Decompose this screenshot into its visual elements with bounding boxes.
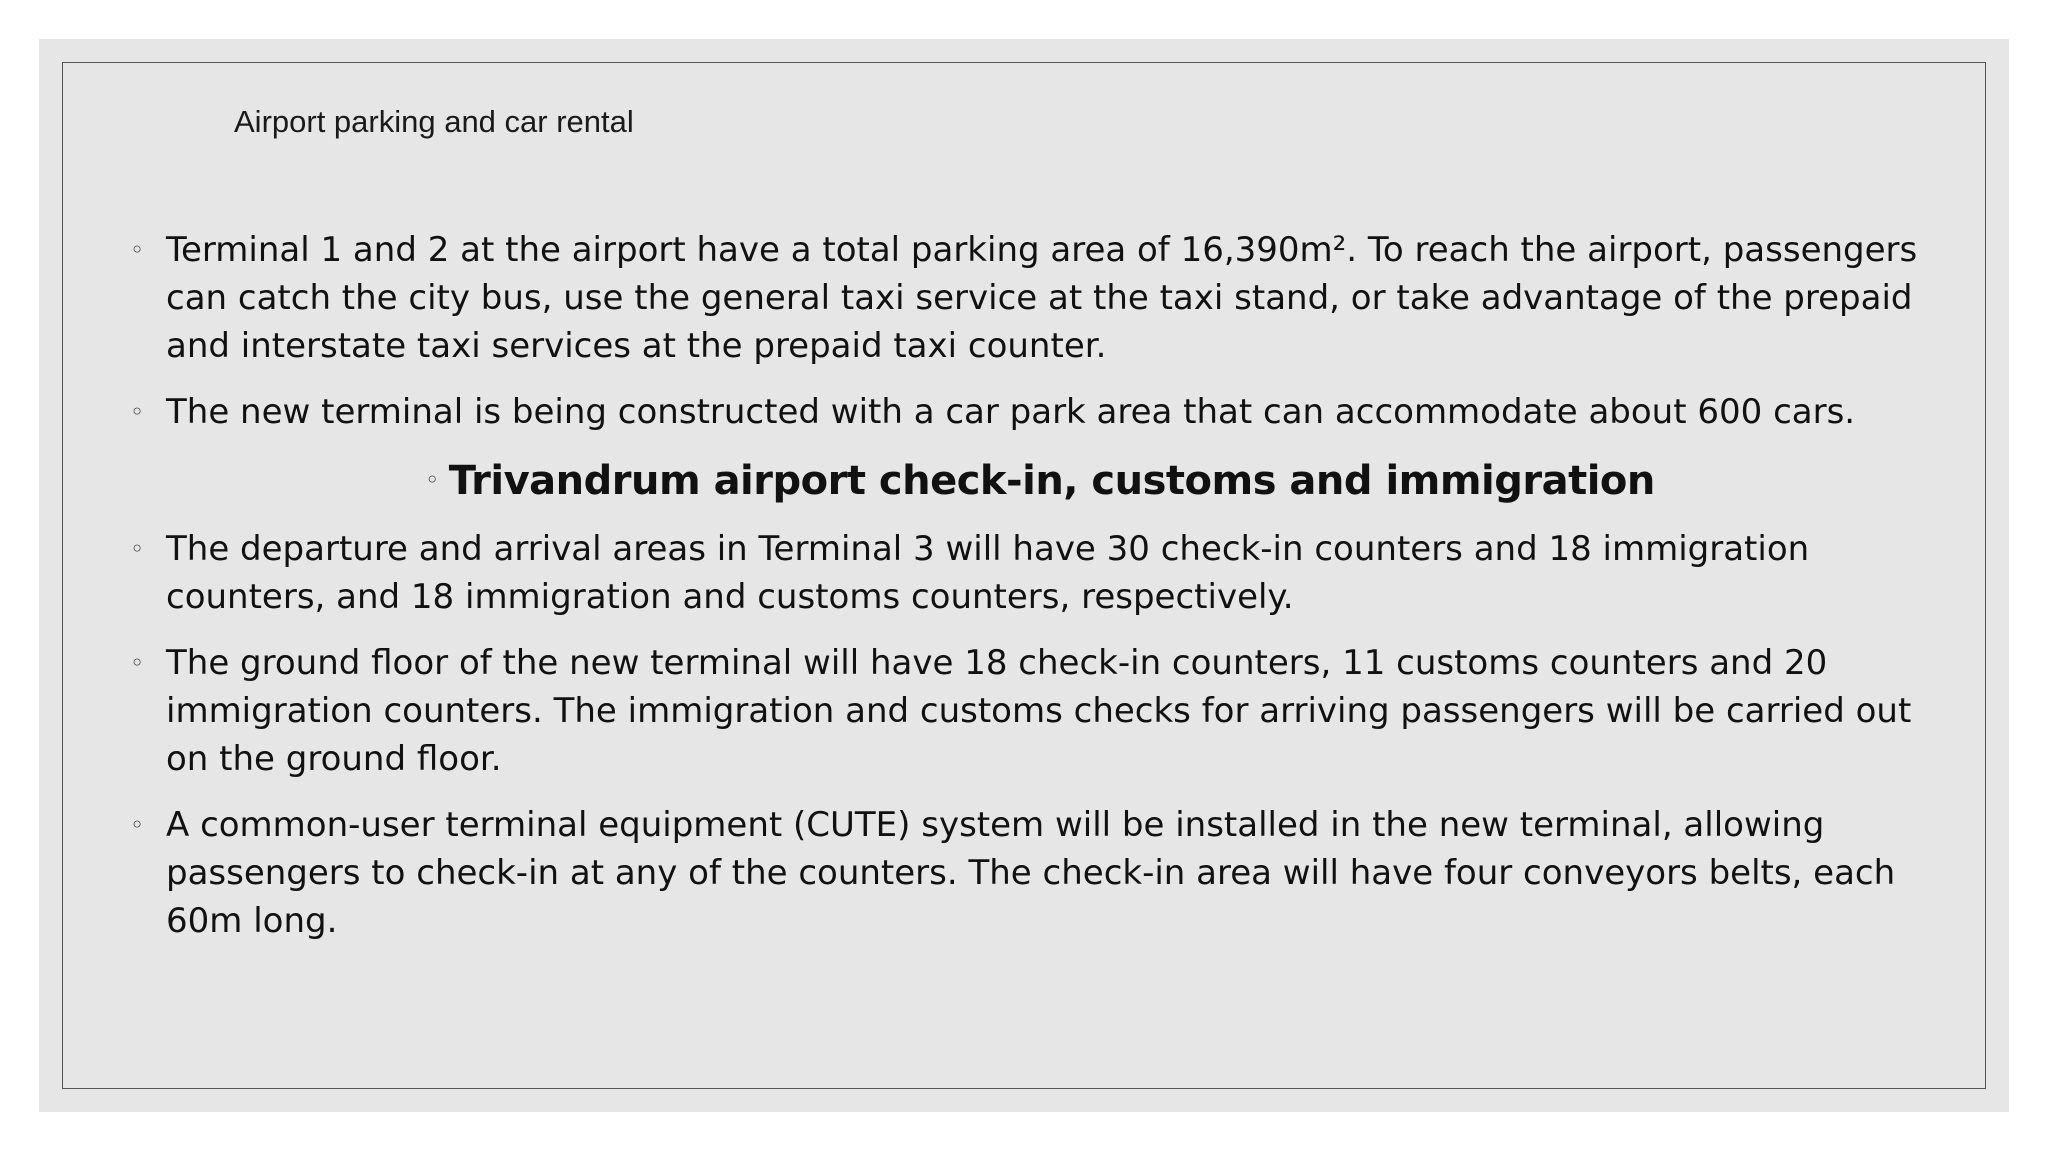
- section-heading-text: Trivandrum airport check-in, customs and immigration: [448, 458, 1655, 504]
- bullet-text: The new terminal is being constructed with a car park area that can accommodate about 600 cars.: [166, 392, 1856, 432]
- bullet-text: Terminal 1 and 2 at the airport have a total parking area of 16,390m². To reach the airport, passengers can catch the city bus, use the general taxi service at the taxi stand, or take advantage of the prepaid and interstate taxi services at the prepaid taxi counter.: [166, 230, 1918, 366]
- bullet-circle-icon: ◦: [130, 649, 145, 677]
- bullet-circle-icon: ◦: [130, 811, 145, 839]
- bullet-circle-icon: ◦: [130, 398, 145, 426]
- bullet-circle-icon: ◦: [130, 236, 145, 264]
- section-heading: [130, 454, 1950, 507]
- bullet-item: [130, 639, 1950, 783]
- bullet-item: [130, 801, 1950, 945]
- bullet-text: The ground floor of the new terminal will have 18 check-in counters, 11 customs counters and 20 immigration counters. The immigration and customs checks for arriving passengers will be carried out on the ground floor.: [166, 643, 1912, 779]
- slide-content: [130, 226, 1950, 963]
- bullet-item: [130, 226, 1950, 370]
- bullet-text: A common-user terminal equipment (CUTE) system will be installed in the new terminal, allowing passengers to check-in at any of the counters. The check-in area will have four conveyors belts, each 60m long.: [166, 805, 1896, 941]
- bullet-item: [130, 388, 1950, 436]
- slide-title: Airport parking and car rental: [234, 104, 634, 139]
- bullet-text: The departure and arrival areas in Terminal 3 will have 30 check-in counters and 18 immigration counters, and 18 immigration and customs counters, respectively.: [166, 529, 1810, 617]
- bullet-circle-icon: ◦: [425, 466, 439, 494]
- bullet-item: [130, 525, 1950, 621]
- bullet-circle-icon: ◦: [130, 535, 145, 563]
